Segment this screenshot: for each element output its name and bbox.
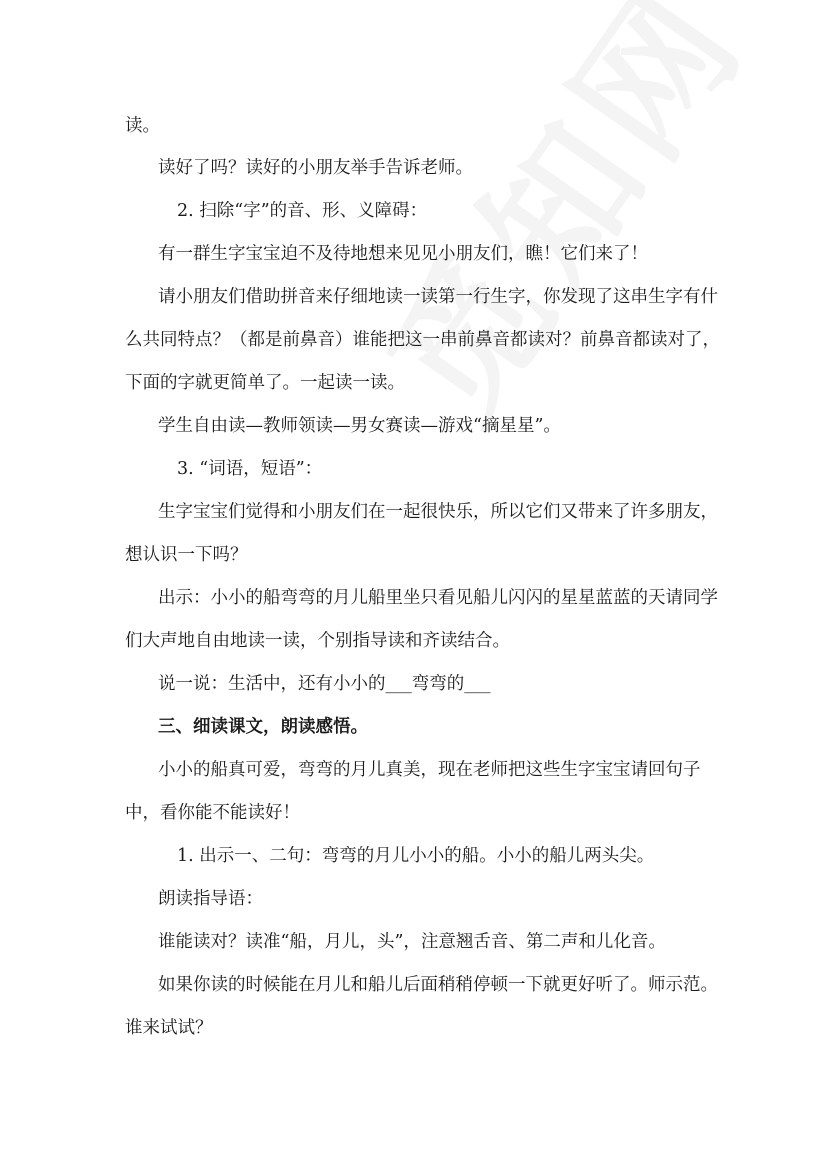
text-line: 想认识一下吗？: [125, 545, 248, 565]
text-line: 下面的字就更简单了。一起读一读。: [125, 373, 405, 393]
text-line: 么共同特点？（都是前鼻音）谁能把这一串前鼻音都读对？前鼻音都读对了，: [125, 330, 720, 350]
text-line: 学生自由读—教师领读—男女赛读—游戏“摘星星”。: [158, 416, 561, 436]
list-heading: 3. “词语，短语”：: [177, 459, 323, 479]
text-line: 出示：小小的船弯弯的月儿船里坐只看见船儿闪闪的星星蓝蓝的天请同学: [158, 588, 718, 608]
text-line: 谁能读对？读准“船，月儿，头”，注意翘舌音、第二声和儿化音。: [158, 932, 666, 952]
text-line: 朗读指导语：: [158, 889, 263, 909]
text-line: 说一说：生活中，还有小小的___弯弯的___: [158, 674, 491, 694]
list-heading: 2. 扫除“字”的音、形、义障碍：: [177, 201, 428, 221]
text-line: 生字宝宝们觉得和小朋友们在一起很快乐，所以它们又带来了许多朋友，: [158, 502, 718, 522]
text-line: 谁来试试？: [125, 1018, 213, 1038]
text-line: 请小朋友们借助拼音来仔细地读一读第一行生字，你发现了这串生字有什: [158, 287, 718, 307]
text-line: 小小的船真可爱，弯弯的月儿真美，现在老师把这些生字宝宝请回句子: [158, 760, 701, 780]
text-line: 们大声地自由地读一读，个别指导读和齐读结合。: [125, 631, 510, 651]
text-line: 读好了吗？读好的小朋友举手告诉老师。: [158, 158, 473, 178]
text-line: 读。: [125, 116, 160, 136]
list-heading: 1. 出示一、二句：弯弯的月儿小小的船。小小的船儿两头尖。: [177, 846, 655, 866]
section-heading: 三、细读课文，朗读感悟。: [158, 717, 368, 737]
text-line: 如果你读的时候能在月儿和船儿后面稍稍停顿一下就更好听了。师示范。: [158, 975, 718, 995]
text-line: 中，看你能不能读好！: [125, 803, 300, 823]
text-line: 有一群生字宝宝迫不及待地想来见见小朋友们，瞧！它们来了！: [158, 244, 648, 264]
